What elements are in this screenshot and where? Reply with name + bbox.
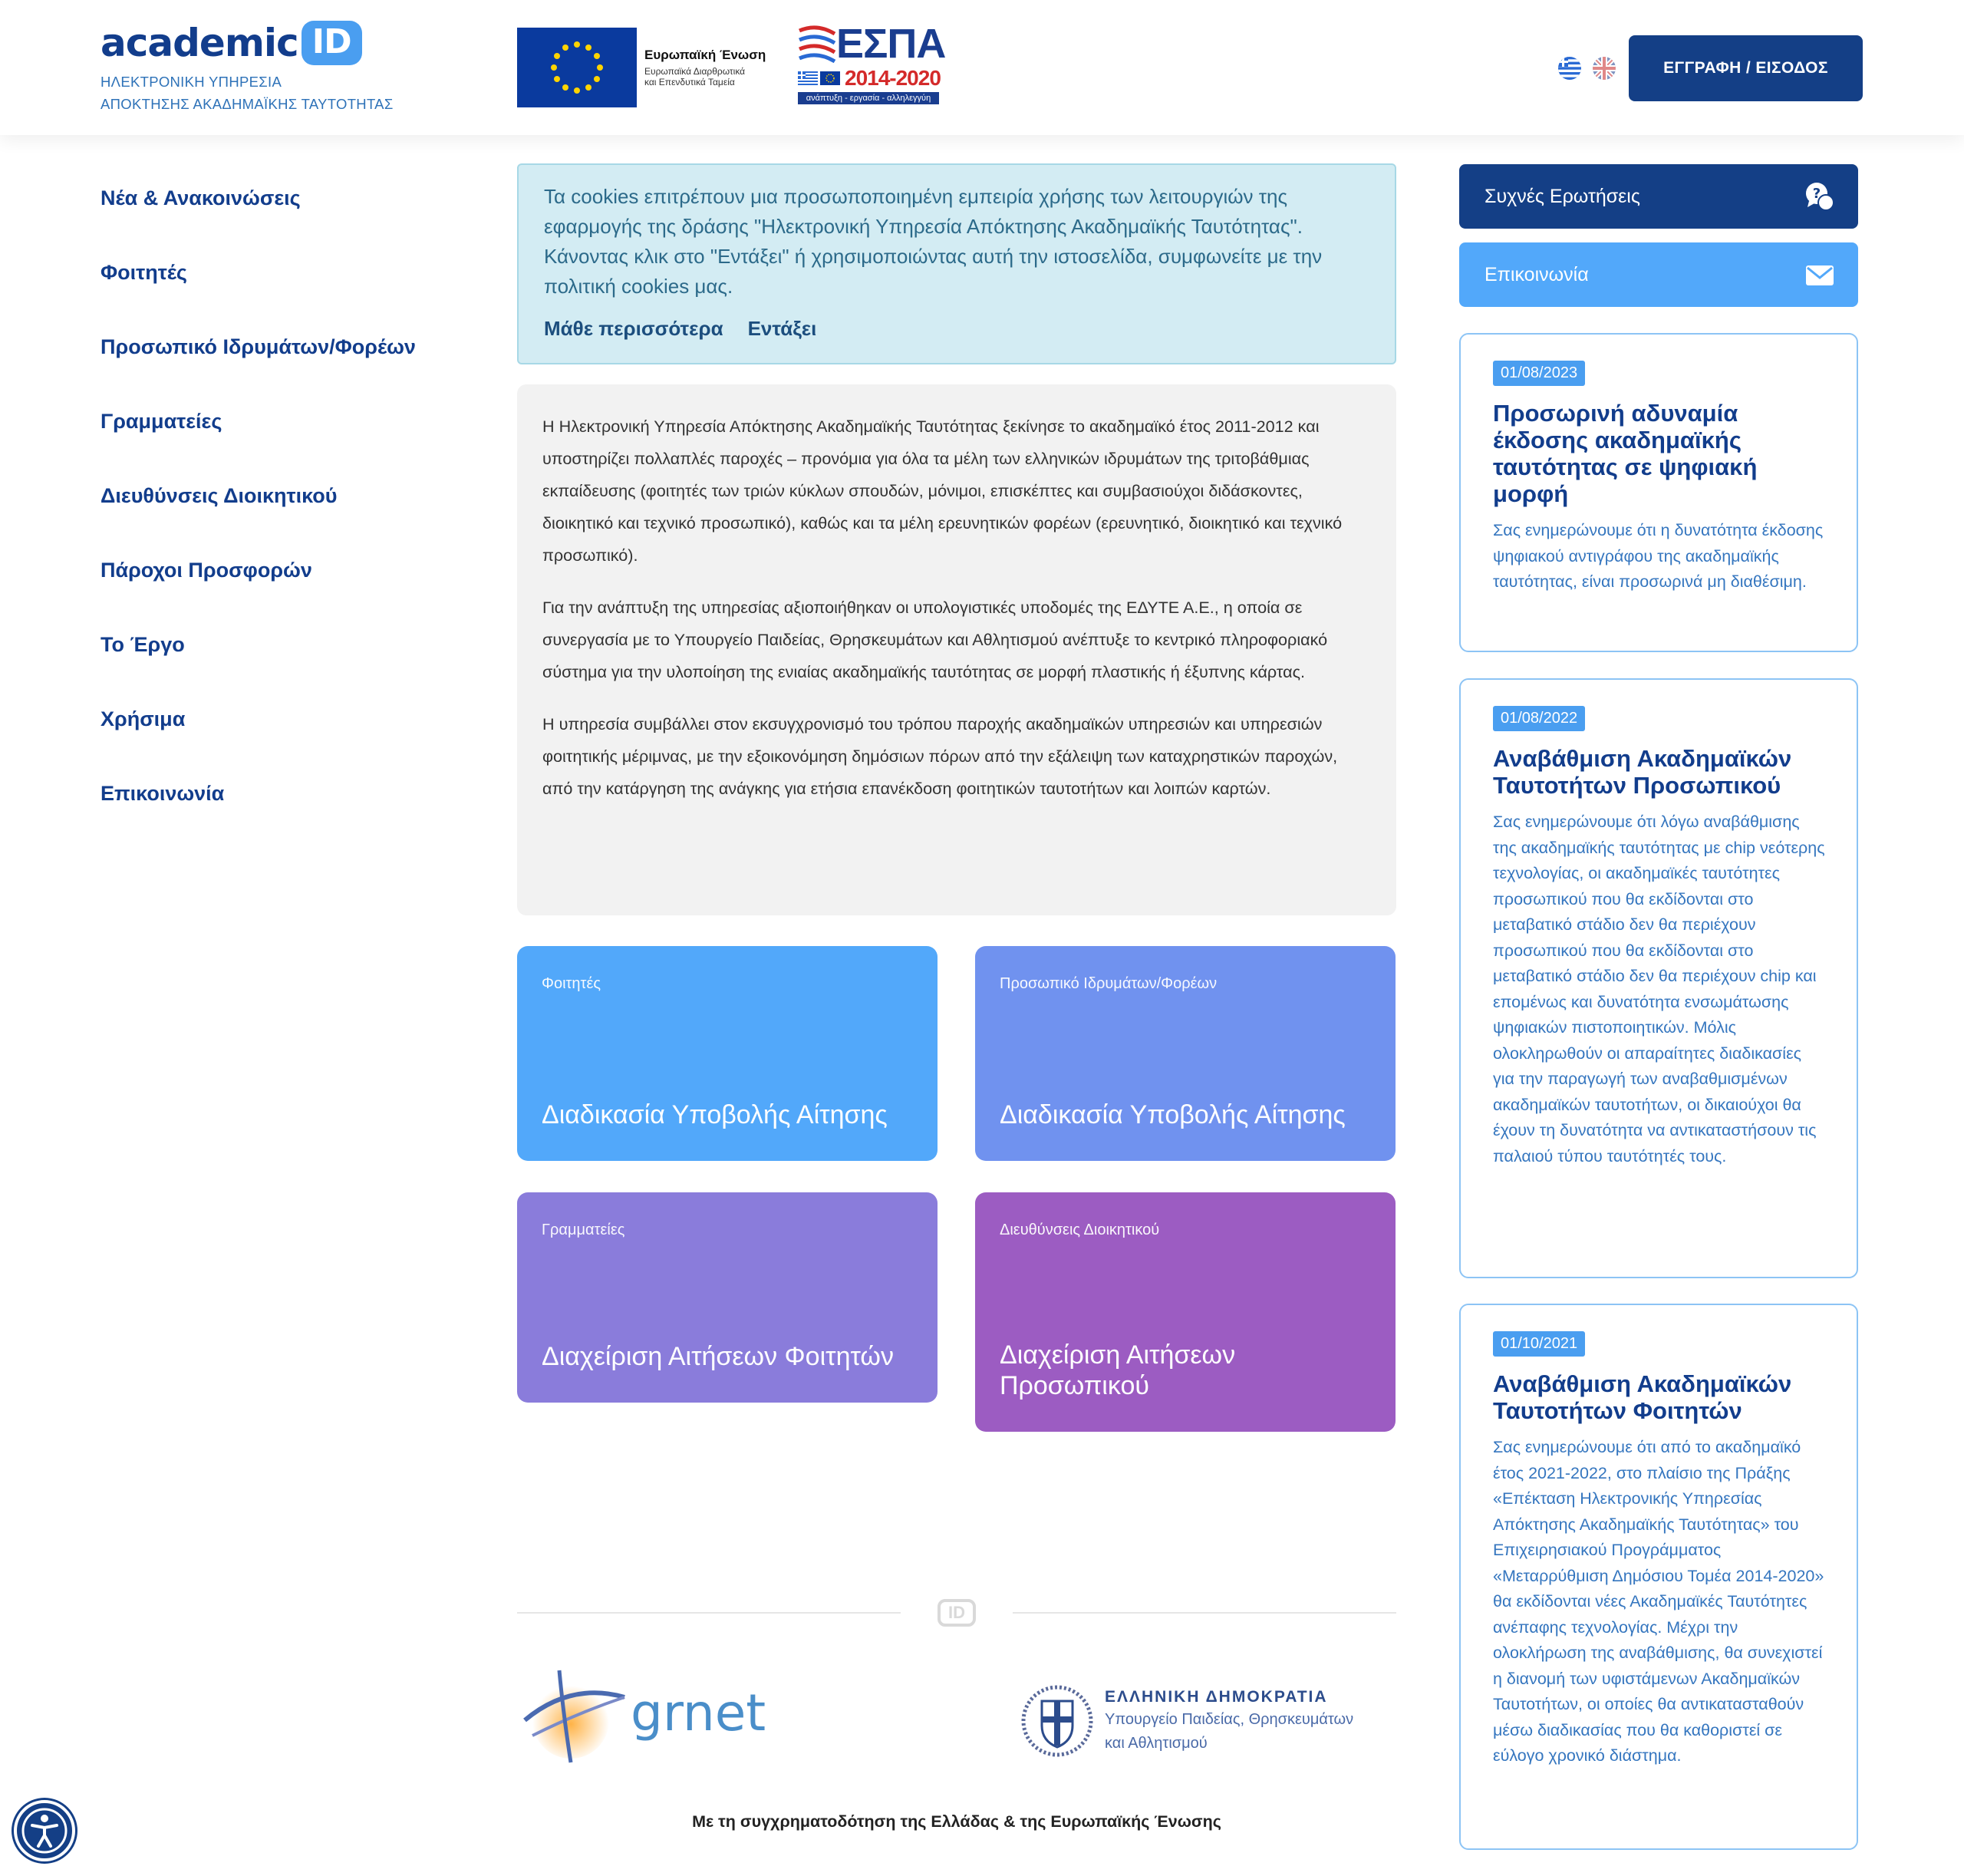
- news-card[interactable]: [1459, 333, 1858, 652]
- tile-category: Προσωπικό Ιδρυμάτων/Φορέων: [1000, 975, 1218, 992]
- espa-stripes-icon: [798, 25, 836, 63]
- accessibility-icon: [17, 1803, 72, 1858]
- espa-years: 2014-2020: [845, 66, 941, 90]
- tile-title: Διαδικασία Υποβολής Αίτησης: [542, 1100, 888, 1129]
- grnet-logo[interactable]: [517, 1667, 766, 1766]
- footer-divider: [1013, 1612, 1396, 1614]
- intro-paragraph: Για την ανάπτυξη της υπηρεσίας αξιοποιήθηκαν οι υπολογιστικές υποδομές της ΕΔΥΤΕ Α.Ε., η οποία σε συνεργασία με το Υπουργείο Παιδείας, Θρησκευμάτων και Αθλητισμού ανέπτυξε το κεντρικό πληροφοριακό σύστημα για την υλοποίηση της ενιαίας ακαδημαϊκής ταυτότητας σε μορφή πλαστικής ή έξυπνης κάρτας.: [542, 598, 1328, 681]
- sidebar-item-contact[interactable]: Επικοινωνία: [101, 782, 225, 805]
- sidebar-item-staff[interactable]: Προσωπικό Ιδρυμάτων/Φορέων: [101, 335, 416, 358]
- eu-subtitle-2: και Επενδυτικά Ταμεία: [644, 77, 735, 87]
- news-body: Σας ενημερώνουμε ότι λόγω αναβάθμισης της ακαδημαϊκής ταυτότητας με chip νεότερης τεχνολογίας, οι ακαδημαϊκές ταυτότητες προσωπικού που θα εκδίδονται στο μεταβατικό στάδιο δεν θα περιέχουν προσωπικού που θα εκδίδονται στο μεταβατικό στάδιο δεν θα περιέχουν chip και επομένως και δυνατότητα ενσωμάτωσης ψηφιακών πιστοποιητικών. Μόλις ολοκληρωθούν οι απαραίτητες διαδικασίες για την παραγωγή των αναβαθμισμένων ακαδημαϊκών ταυτοτήτων, οι δικαιούχοι θα έχουν τη δυνατότητα να αντικαταστήσουν τις παλαιού τύπου ταυτότητές τους.: [1493, 813, 1825, 1165]
- greek-flag-icon: [798, 71, 818, 85]
- intro-paragraph: Η υπηρεσία συμβάλλει στον εκσυγχρονισμό του τρόπου παροχής ακαδημαϊκών υπηρεσιών και υπηρεσιών φοιτητικής μέριμνας, με την εξοικονόμηση δημόσιων πόρων από την εξάλειψη των καταχρηστικών παροχών, από την κατάργηση της ανάγκης για ετήσια επανέκδοση φοιτητικών ταυτοτήτων και λοιπών καρτών.: [542, 714, 1338, 798]
- news-date-badge: 01/08/2023: [1493, 361, 1585, 386]
- grnet-word: grnet: [631, 1683, 766, 1742]
- tile-staff-application[interactable]: [975, 946, 1396, 1161]
- tile-category: Διευθύνσεις Διοικητικού: [1000, 1222, 1160, 1238]
- faq-label: Συχνές Ερωτήσεις: [1485, 185, 1640, 207]
- faq-button[interactable]: [1459, 164, 1858, 229]
- news-card[interactable]: [1459, 1304, 1858, 1850]
- sidebar-item-useful[interactable]: Χρήσιμα: [101, 707, 186, 730]
- news-card[interactable]: [1459, 678, 1858, 1278]
- intro-paragraph: Η Ηλεκτρονική Υπηρεσία Απόκτησης Ακαδημαϊκής Ταυτότητας ξεκίνησε το ακαδημαϊκό έτος 2011-2012 και υποστηρίζει πολλαπλές παροχές – προνόμια για όλα τα μέλη των ελληνικών ιδρυμάτων της τριτοβάθμιας εκπαίδευσης (φοιτητές των τριών κύκλων σπουδών, μόνιμοι, επισκέπτες και συμβασιούχοι διδάσκοντες, διοικητικό και τεχνικό προσωπικό), καθώς και τα μέλη ερευνητικών φορέων (ερευνητικό, διοικητικό και τεχνικό προσωπικό).: [542, 417, 1343, 565]
- news-date-badge: 01/10/2021: [1493, 1331, 1585, 1357]
- envelope-icon: [1804, 259, 1835, 290]
- eu-mini-flag-icon: [820, 71, 840, 85]
- grnet-star-icon: [517, 1667, 632, 1766]
- gov-title: ΕΛΛΗΝΙΚΗ ΔΗΜΟΚΡΑΤΙΑ: [1105, 1688, 1328, 1706]
- tile-secretariats-management[interactable]: [517, 1192, 938, 1403]
- contact-button[interactable]: [1459, 242, 1858, 307]
- tile-title: Διαδικασία Υποβολής Αίτησης: [1000, 1100, 1346, 1129]
- espa-word: ΕΣΠΑ: [836, 21, 946, 67]
- cookie-notice: [517, 163, 1396, 364]
- intro-panel: [517, 384, 1396, 915]
- logo-subtitle-line2: ΑΠΟΚΤΗΣΗΣ ΑΚΑΔΗΜΑΪΚΗΣ ΤΑΥΤΟΤΗΤΑΣ: [101, 96, 394, 112]
- sidebar-item-offer-providers[interactable]: Πάροχοι Προσφορών: [101, 559, 312, 582]
- register-login-button[interactable]: ΕΓΓΡΑΦΗ / ΕΙΣΟΔΟΣ: [1629, 35, 1863, 101]
- language-greek-icon[interactable]: [1558, 57, 1581, 80]
- id-divider-icon: ID: [938, 1599, 976, 1627]
- contact-label: Επικοινωνία: [1485, 263, 1589, 285]
- hellenic-republic-logo[interactable]: [1020, 1684, 1353, 1758]
- news-body: Σας ενημερώνουμε ότι η δυνατότητα έκδοσης ψηφιακού αντιγράφου της ακαδημαϊκής ταυτότητας, είναι προσωρινά μη διαθέσιμη.: [1493, 521, 1824, 591]
- gov-ministry-line2: και Αθλητισμού: [1105, 1735, 1208, 1752]
- sidebar-item-secretariats[interactable]: Γραμματείες: [101, 410, 222, 433]
- accessibility-button[interactable]: [14, 1800, 75, 1861]
- espa-logo: [798, 23, 944, 110]
- news-body: Σας ενημερώνουμε ότι από το ακαδημαϊκό έτος 2021-2022, στο πλαίσιο της Πράξης «Επέκταση Ηλεκτρονικής Υπηρεσίας Απόκτησης Ακαδημαϊκής Ταυτότητας» του Επιχειρησιακού Προγράμματος «Μεταρρύθμιση Δημόσιου Τομέα 2014-2020» θα εκδίδονται νέες Ακαδημαϊκές Ταυτότητες ανέπαφης τεχνολογίας. Μέχρι την ολοκλήρωση της αναβάθμισης, θα συνεχιστεί η διανομή των υφιστάμενων Ακαδημαϊκών Ταυτοτήτων, οι οποίες θα αντικατασταθούν μέσω διαδικασίας που θα καθοριστεί σε εύλογο χρονικό διάστημα.: [1493, 1438, 1824, 1765]
- cookie-text: Τα cookies επιτρέπουν μια προσωποποιημένη εμπειρία χρήσης των λειτουργιών της εφαρμογής της δράσης "Ηλεκτρονική Υπηρεσία Απόκτησης Ακαδημαϊκής Ταυτότητας". Κάνοντας κλικ στο "Εντάξει" ή χρησιμοποιώντας αυτή την ιστοσελίδα, συμφωνείτε με την πολιτική cookies μας.: [544, 185, 1323, 298]
- sidebar-item-students[interactable]: Φοιτητές: [101, 261, 187, 284]
- tile-category: Γραμματείες: [542, 1222, 625, 1238]
- sidebar-item-news[interactable]: Νέα & Ανακοινώσεις: [101, 186, 301, 209]
- language-english-icon[interactable]: [1593, 57, 1616, 80]
- site-header: [0, 0, 1964, 135]
- tile-category: Φοιτητές: [542, 975, 601, 992]
- espa-tagline: ανάπτυξη - εργασία - αλληλεγγύη: [798, 92, 939, 104]
- gov-ministry-line1: Υπουργείο Παιδείας, Θρησκευμάτων: [1105, 1711, 1354, 1728]
- tile-title: Διαχείριση Αιτήσεων Φοιτητών: [542, 1342, 894, 1371]
- sidebar-nav: [101, 184, 416, 854]
- eu-subtitle-1: Ευρωπαϊκά Διαρθρωτικά: [644, 66, 746, 77]
- eu-title: Ευρωπαϊκή Ένωση: [644, 48, 766, 62]
- tile-admin-management[interactable]: [975, 1192, 1396, 1432]
- question-chat-icon: [1804, 181, 1835, 212]
- news-date-badge: 01/08/2022: [1493, 706, 1585, 731]
- greek-emblem-icon: [1020, 1684, 1094, 1758]
- news-title[interactable]: Αναβάθμιση Ακαδημαϊκών Ταυτοτήτων Προσωπικού: [1493, 745, 1792, 799]
- academic-id-logo[interactable]: [101, 20, 394, 115]
- svg-text:?: ?: [1812, 186, 1821, 202]
- tile-title: Διαχείριση Αιτήσεων Προσωπικού: [1000, 1340, 1236, 1400]
- eu-funds-logo: [517, 28, 766, 107]
- funding-note: Με τη συγχρηματοδότηση της Ελλάδας & της Ευρωπαϊκής Ένωσης: [692, 1812, 1221, 1831]
- sidebar-item-project[interactable]: Το Έργο: [101, 633, 185, 656]
- eu-flag-icon: [517, 28, 637, 107]
- footer-divider: [517, 1612, 901, 1614]
- news-title[interactable]: Προσωρινή αδυναμία έκδοσης ακαδημαϊκής ταυτότητας σε ψηφιακή μορφή: [1493, 400, 1758, 507]
- cookie-learn-more-link[interactable]: Μάθε περισσότερα: [544, 317, 723, 340]
- cookie-accept-link[interactable]: Εντάξει: [747, 317, 817, 340]
- logo-id-badge: ID: [302, 21, 362, 65]
- news-title[interactable]: Αναβάθμιση Ακαδημαϊκών Ταυτοτήτων Φοιτητών: [1493, 1370, 1792, 1424]
- tile-students-application[interactable]: [517, 946, 938, 1161]
- logo-word: academic: [101, 21, 298, 65]
- sidebar-item-admin-directorates[interactable]: Διευθύνσεις Διοικητικού: [101, 484, 338, 507]
- logo-subtitle-line1: ΗΛΕΚΤΡΟΝΙΚΗ ΥΠΗΡΕΣΙΑ: [101, 74, 282, 90]
